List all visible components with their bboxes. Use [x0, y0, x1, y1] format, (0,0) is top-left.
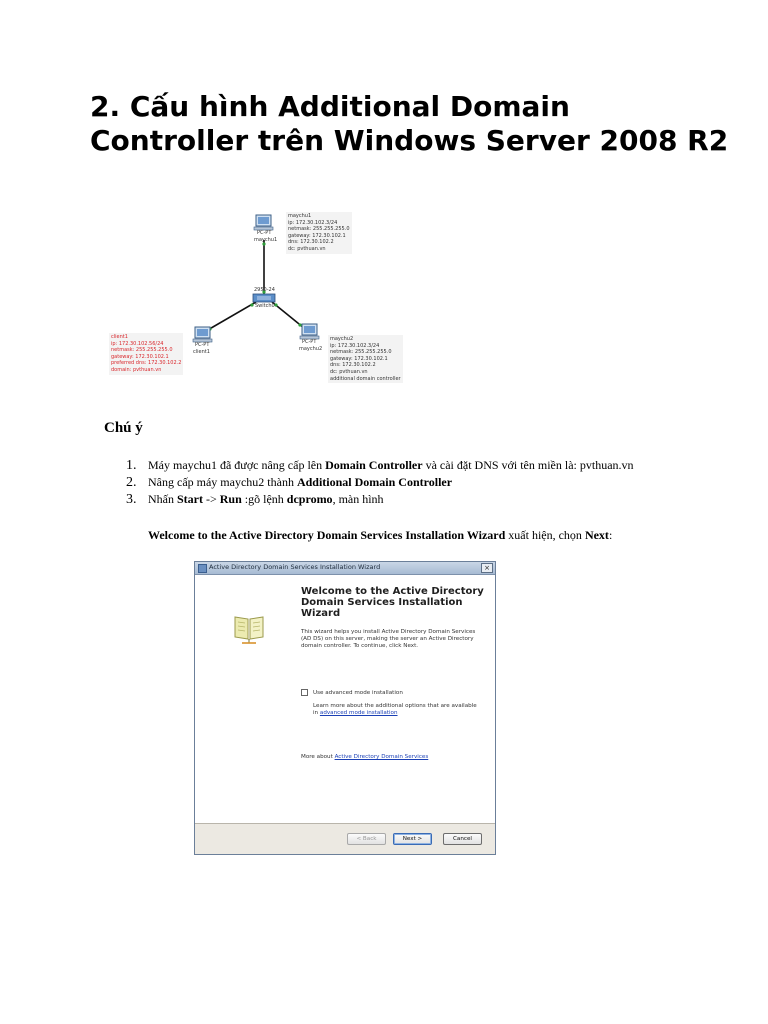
steps-list [126, 457, 634, 508]
info-box-maychu1 [286, 212, 352, 254]
wizard-side-panel [195, 575, 291, 827]
next-button[interactable]: Next > [393, 833, 432, 845]
wizard-dialog [194, 561, 496, 855]
ad-ds-link[interactable]: Active Directory Domain Services [334, 754, 429, 760]
info-line: dc: pvthuan.vn [288, 245, 326, 252]
pc-icon [254, 215, 273, 230]
step-text: , màn hình [332, 492, 384, 506]
info-line: netmask: 255.255.255.0 [288, 226, 350, 233]
page-title: 2. Cấu hình Additional Domain Controller trên Windows Server 2008 R2 [90, 90, 729, 157]
welcome-text: xuất hiện, chọn [505, 528, 585, 542]
info-box-maychu2 [328, 335, 403, 383]
node-name-label: maychu2 [299, 346, 323, 352]
node-name-label: maychu1 [254, 237, 278, 243]
link-status-light [298, 323, 301, 326]
pc-icon [193, 327, 212, 342]
info-line: ip: 172.30.102.56/24 [111, 340, 164, 347]
info-line: gateway: 172.30.102.1 [111, 353, 169, 360]
more-about-prefix: More about [301, 754, 335, 760]
info-line: domain: pvthuan.vn [111, 366, 162, 373]
welcome-wizard-name: Welcome to the Active Directory Domain Services Installation Wizard [148, 528, 506, 542]
info-line: dns: 172.30.102.2 [330, 362, 376, 369]
list-item [126, 474, 634, 491]
info-box-client1 [109, 333, 183, 375]
info-line: dc: pvthuan.vn [330, 368, 368, 375]
list-item [126, 491, 634, 508]
wizard-heading: Welcome to the Active Directory Domain Services Installation Wizard [301, 586, 484, 619]
link-status-light [250, 303, 253, 306]
note-heading: Chú ý [104, 420, 143, 436]
info-line: dns: 172.30.102.2 [288, 239, 334, 246]
advanced-mode-link[interactable]: advanced mode installation [319, 710, 398, 717]
list-item [126, 457, 634, 474]
wizard-titlebar [195, 562, 495, 575]
step-text: Nâng cấp máy maychu2 thành [148, 475, 297, 489]
step-text: -> [203, 492, 220, 506]
switch-icon [253, 294, 275, 302]
step-text-bold: dcpromo [286, 492, 333, 506]
more-about-text [301, 754, 428, 760]
node-type-label: PC-PT [302, 339, 317, 345]
info-line: ip: 172.30.102.3/24 [288, 219, 338, 226]
book-icon [229, 609, 269, 649]
step-number: 1. [126, 458, 137, 473]
learn-more-text [313, 703, 483, 717]
node-type-label: PC-PT [257, 230, 272, 236]
node-type-label: 2950-24 [254, 287, 275, 293]
checkbox-label: Use advanced mode installation [313, 690, 403, 696]
link-switch-client1 [206, 302, 256, 331]
info-line: maychu1 [288, 213, 312, 219]
info-line: netmask: 255.255.255.0 [330, 349, 392, 356]
checkbox-box[interactable] [301, 689, 308, 696]
back-button[interactable]: < Back [347, 833, 386, 845]
node-name-label: Switch0 [255, 303, 275, 309]
step-text-bold: Run [219, 492, 242, 506]
info-line: maychu2 [330, 336, 354, 342]
pc-icon [300, 324, 319, 339]
node-type-label: PC-PT [195, 342, 210, 348]
step-text-bold: Start [177, 492, 203, 506]
node-name-label: client1 [193, 349, 210, 355]
cancel-button[interactable]: Cancel [443, 833, 482, 845]
step-text: và cài đặt DNS với tên miền là: pvthuan.vn [422, 458, 634, 472]
step-text-bold: Domain Controller [325, 458, 423, 472]
wizard-footer [195, 823, 495, 854]
step-number: 3. [126, 492, 137, 507]
welcome-instruction [148, 528, 612, 543]
link-status-light [274, 303, 277, 306]
info-line: netmask: 255.255.255.0 [111, 347, 173, 354]
wizard-description: This wizard helps you install Active Directory Domain Services (AD DS) on this server, making the server an Active Directory domain controller. To continue, click Next. [301, 629, 476, 650]
info-line: additional domain controller [330, 375, 401, 382]
info-line: ip: 172.30.102.3/24 [330, 342, 380, 349]
step-text: Nhấn [148, 492, 177, 506]
welcome-next-word: Next [584, 528, 609, 542]
welcome-colon: : [608, 528, 613, 542]
close-icon[interactable]: × [481, 563, 493, 573]
step-text-bold: Additional Domain Controller [296, 475, 453, 489]
network-diagram [106, 206, 406, 386]
wizard-window-title: Active Directory Domain Services Installation Wizard [209, 563, 381, 571]
step-text: :gõ lệnh [241, 492, 287, 506]
step-text: Máy maychu1 đã được nâng cấp lên [148, 458, 326, 472]
info-line: client1 [111, 334, 128, 340]
info-line: gateway: 172.30.102.1 [288, 232, 346, 239]
step-number: 2. [126, 475, 137, 490]
info-line: preferred dns: 172.30.102.2 [111, 360, 182, 367]
wizard-content [301, 586, 487, 651]
info-line: gateway: 172.30.102.1 [330, 355, 388, 362]
window-icon [198, 564, 207, 573]
learn-more-prefix: Learn more about the additional options that are available in [313, 703, 477, 717]
advanced-mode-checkbox[interactable] [301, 689, 403, 696]
